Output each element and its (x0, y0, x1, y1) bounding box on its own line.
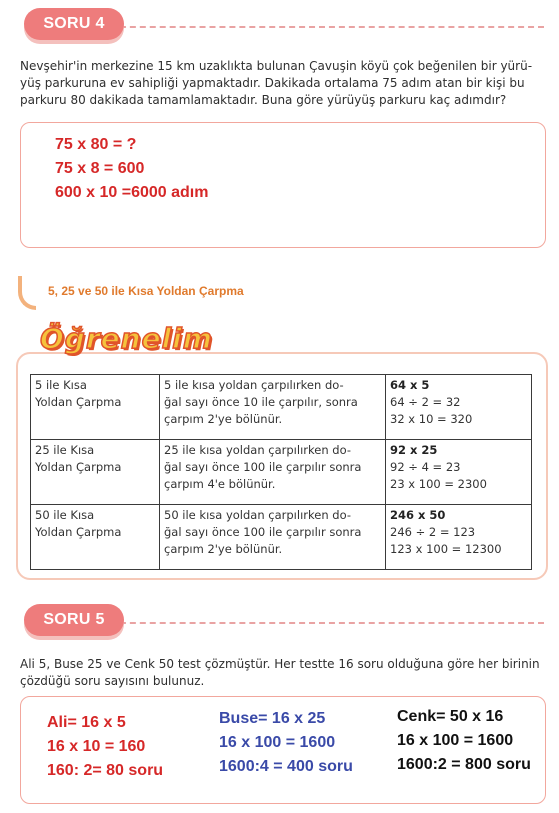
learn-title: Öğrenelim (40, 322, 213, 355)
soru4-badge: SORU 4 (24, 8, 124, 40)
example-head: 92 x 25 (390, 443, 438, 457)
example-line: 92 ÷ 4 = 23 (390, 460, 461, 474)
soru4-question (20, 58, 550, 109)
example-line: 32 x 10 = 320 (390, 412, 473, 426)
rule-name-line: Yoldan Çarpma (35, 460, 122, 474)
ali-answer-line: 16 x 10 = 160 (47, 738, 146, 755)
table-row (31, 375, 532, 440)
section-heading (18, 276, 538, 310)
cenk-answer-line: Cenk= 50 x 16 (397, 708, 504, 725)
table-row (31, 505, 532, 570)
soru4-header (14, 4, 544, 44)
soru4-answer-line: 75 x 80 = ? (55, 136, 137, 153)
ali-answer-line: Ali= 16 x 5 (47, 714, 126, 731)
rule-desc-cell (160, 440, 386, 505)
soru5-question-line: çözdüğü soru sayısını bulunuz. (20, 674, 205, 688)
rule-desc-line: 50 ile kısa yoldan çarpılırken do- (164, 508, 351, 522)
rule-desc-cell (160, 505, 386, 570)
soru5-question (20, 656, 550, 690)
soru5-badge: SORU 5 (24, 604, 124, 636)
table-row (31, 440, 532, 505)
rule-desc-cell (160, 375, 386, 440)
soru4-question-line: parkuru 80 dakikada tamamlamaktadır. Buna göre yürüyüş parkuru kaç adımdır? (20, 93, 507, 107)
soru5-answer-box (20, 696, 546, 804)
example-line: 23 x 100 = 2300 (390, 477, 487, 491)
rule-desc-line: ğal sayı önce 10 ile çarpılır, sonra (164, 395, 358, 409)
ali-answer-line: 160: 2= 80 soru (47, 762, 164, 779)
rule-example-cell (386, 505, 532, 570)
rule-name-line: Yoldan Çarpma (35, 395, 122, 409)
buse-answer-line: 16 x 100 = 1600 (219, 734, 336, 751)
learn-table (30, 374, 532, 570)
buse-answer-line: Buse= 16 x 25 (219, 710, 326, 727)
example-line: 123 x 100 = 12300 (390, 542, 502, 556)
rule-name-line: 25 ile Kısa (35, 443, 95, 457)
buse-answer-line: 1600:4 = 400 soru (219, 758, 353, 775)
cenk-answer (397, 705, 531, 777)
example-line: 64 ÷ 2 = 32 (390, 395, 461, 409)
rule-desc-line: çarpım 2'ye bölünür. (164, 542, 283, 556)
soru4-question-line: Nevşehir'in merkezine 15 km uzaklıkta bulunan Çavuşin köyü çok beğenilen bir yürü- (20, 59, 533, 73)
rule-name-line: 5 ile Kısa (35, 378, 87, 392)
rule-desc-line: ğal sayı önce 100 ile çarpılır sonra (164, 460, 362, 474)
soru5-question-line: Ali 5, Buse 25 ve Cenk 50 test çözmüştür. Her testte 16 soru olduğuna göre her birinin (20, 657, 540, 671)
rule-desc-line: 25 ile kısa yoldan çarpılırken do- (164, 443, 351, 457)
cenk-answer-line: 16 x 100 = 1600 (397, 732, 514, 749)
soru4-answer-line: 75 x 8 = 600 (55, 160, 145, 177)
rule-desc-line: çarpım 2'ye bölünür. (164, 412, 283, 426)
soru4-answer-box (20, 122, 546, 248)
rule-desc-line: çarpım 4'e bölünür. (164, 477, 276, 491)
soru5-divider (100, 622, 544, 624)
cenk-answer-line: 1600:2 = 800 soru (397, 756, 531, 773)
rule-name-cell (31, 375, 160, 440)
rule-name-line: 50 ile Kısa (35, 508, 95, 522)
rule-example-cell (386, 440, 532, 505)
soru4-divider (100, 26, 544, 28)
soru4-answer-line: 600 x 10 =6000 adım (55, 184, 209, 201)
section-title: 5, 25 ve 50 ile Kısa Yoldan Çarpma (48, 284, 244, 298)
soru4-question-line: yüş parkuruna ev sahipliği yapmaktadır. Dakikada ortalama 75 adım atan bir kişi bu (20, 76, 525, 90)
section-heading-bracket (18, 276, 36, 310)
rule-desc-line: ğal sayı önce 100 ile çarpılır sonra (164, 525, 362, 539)
example-head: 64 x 5 (390, 378, 430, 392)
soru5-header (14, 600, 544, 640)
ali-answer (47, 711, 163, 783)
buse-answer (219, 707, 353, 779)
rule-example-cell (386, 375, 532, 440)
rule-name-line: Yoldan Çarpma (35, 525, 122, 539)
example-head: 246 x 50 (390, 508, 446, 522)
rule-name-cell (31, 440, 160, 505)
rule-name-cell (31, 505, 160, 570)
rule-desc-line: 5 ile kısa yoldan çarpılırken do- (164, 378, 344, 392)
example-line: 246 ÷ 2 = 123 (390, 525, 476, 539)
